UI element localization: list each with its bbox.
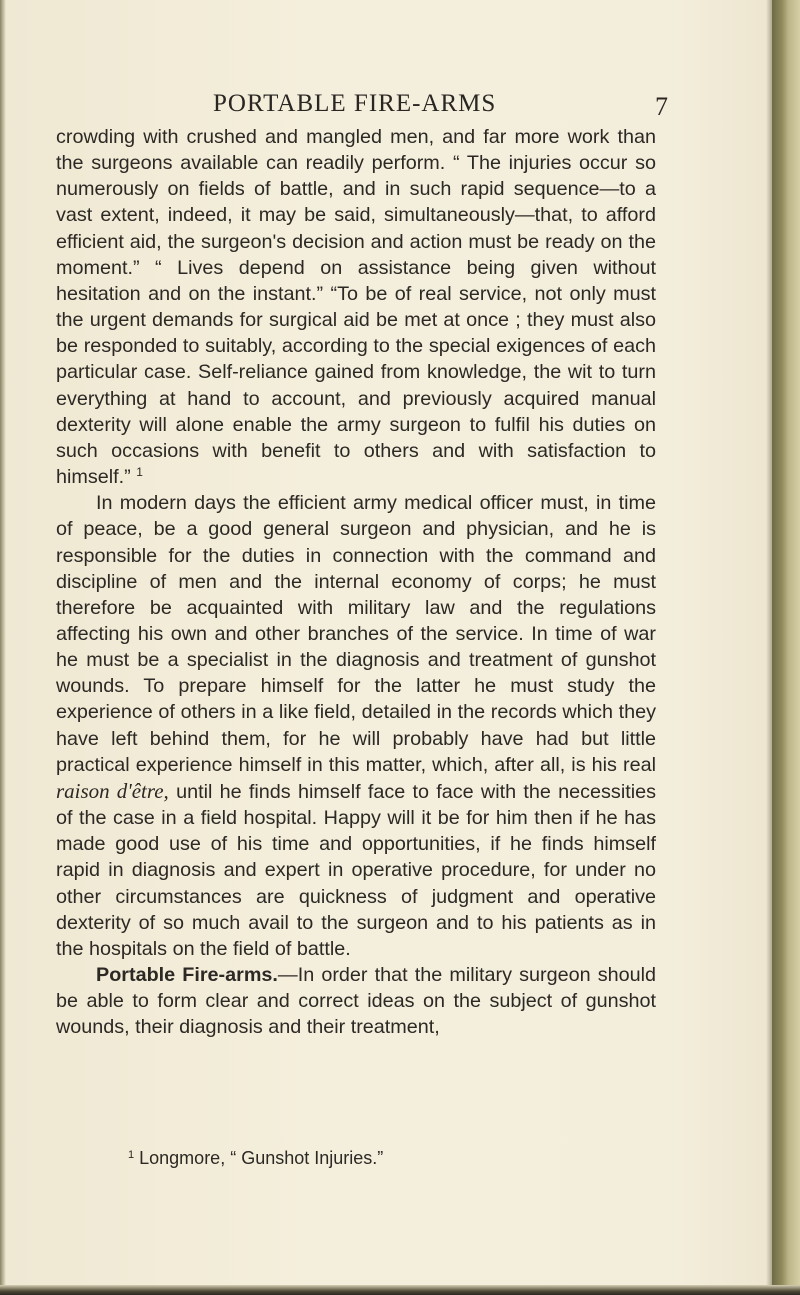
footnote-marker: 1 [128, 1149, 135, 1161]
section-heading-inline: Portable Fire-arms. [96, 964, 278, 986]
page-number: 7 [655, 92, 668, 121]
running-title: PORTABLE FIRE-ARMS [213, 90, 497, 117]
paragraph-1 [56, 124, 656, 490]
paragraph-3-text: —In order that the military surgeon should be able to form clear and correct ideas on the subject of gunshot wounds, their diagnosis and their treatment, [56, 964, 656, 1039]
italic-phrase: raison d'être, [56, 778, 169, 803]
page-left-edge [0, 0, 6, 1295]
page-right-edge [772, 0, 800, 1295]
footnote [128, 1148, 628, 1169]
footnote-marker-ref: 1 [136, 465, 143, 480]
paragraph-3 [56, 962, 656, 1040]
paragraph-2 [56, 490, 656, 962]
paragraph-2-text-a: In modern days the efficient army medical officer must, in time of peace, be a good general surgeon and physician, and he is responsible for the duties in connection with the command and discipline of men and the internal economy of corps; he must therefore be acquainted with military law and the regulations affecting his own and other branches of the service. In time of war he must be a specialist in the diagnosis and treatment of gunshot wounds. To prepare himself for the latter he must study the experience of others in a like field, detailed in the records which they have left behind them, for he will probably have had but little practical experience himself in this matter, which, after all, is his real [56, 492, 656, 776]
footnote-text: Longmore, “ Gunshot Injuries.” [139, 1148, 384, 1168]
page-bottom-edge [0, 1285, 800, 1295]
paragraph-1-text: crowding with crushed and mangled men, and far more work than the surgeons available can readily perform. “ The injuries occur so numerously on fields of battle, and in such rapid sequence—to a vast extent, indeed, it may be said, simultaneously—that, to afford efficient aid, the surgeon's decision and action must be ready on the moment.” “ Lives depend on assistance being given without hesitation and on the instant.” “To be of real service, not only must the urgent demands for surgical aid be met at once ; they must also be responded to suitably, according to the special exigences of each particular case. Self-reliance gained from knowledge, the wit to turn everything at hand to account, and previously acquired manual dexterity will alone enable the army surgeon to fulfil his duties on such occasions with benefit to others and with satisfaction to himself.” [56, 126, 656, 489]
paragraph-2-text-b: until he finds himself face to face with the necessities of the case in a field hospital. Happy will it be for him then if he has made good use of his time and opportunities, if he finds himself rapid in diagnosis and expert in operative procedure, for under no other circumstances are quickness of judgment and operative dexterity of so much avail to the surgeon and to his patients as in the hospitals on the field of battle. [56, 780, 656, 960]
body-text [56, 124, 656, 1040]
